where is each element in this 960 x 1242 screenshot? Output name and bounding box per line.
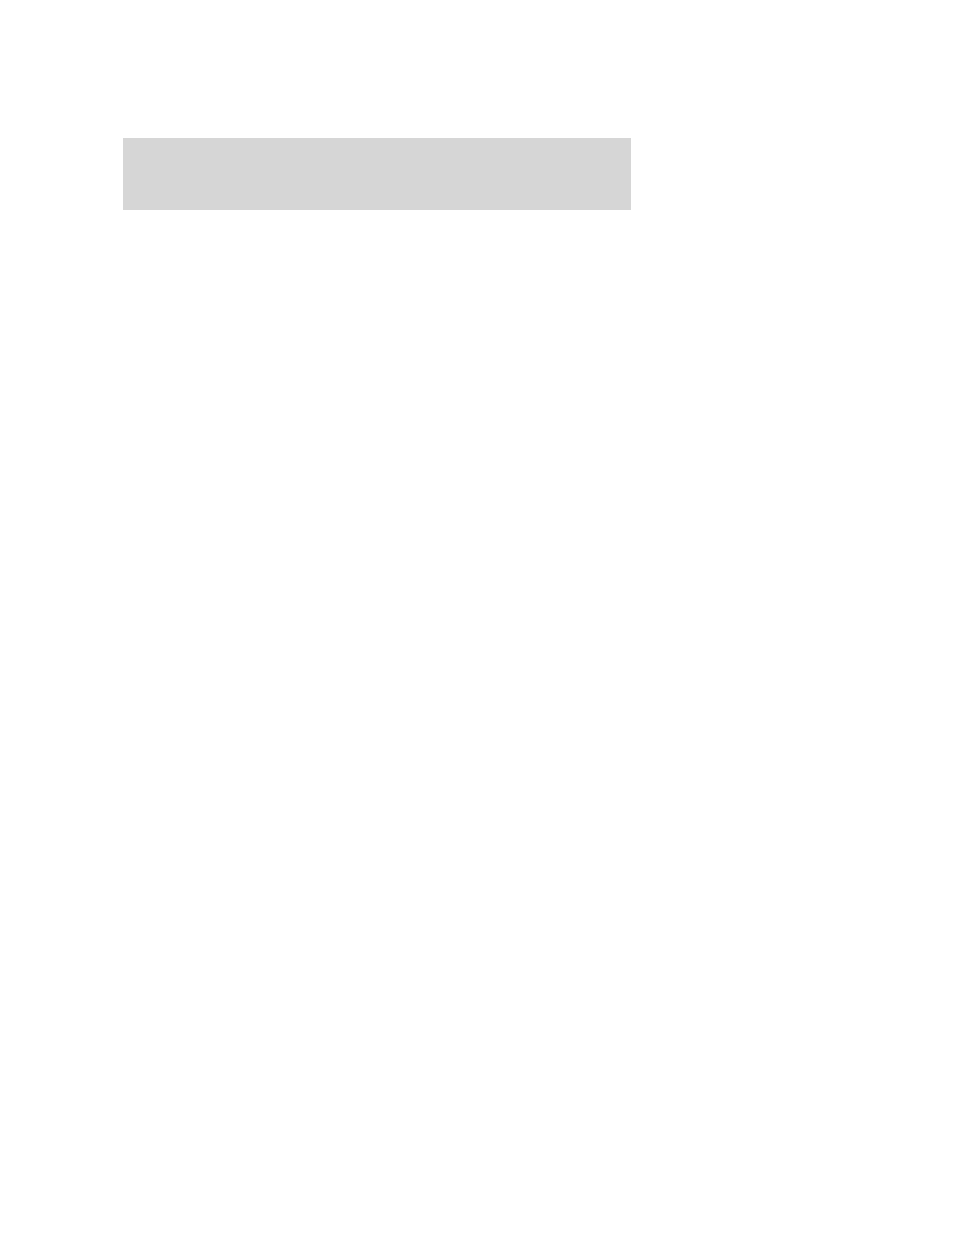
header-band bbox=[123, 138, 631, 210]
